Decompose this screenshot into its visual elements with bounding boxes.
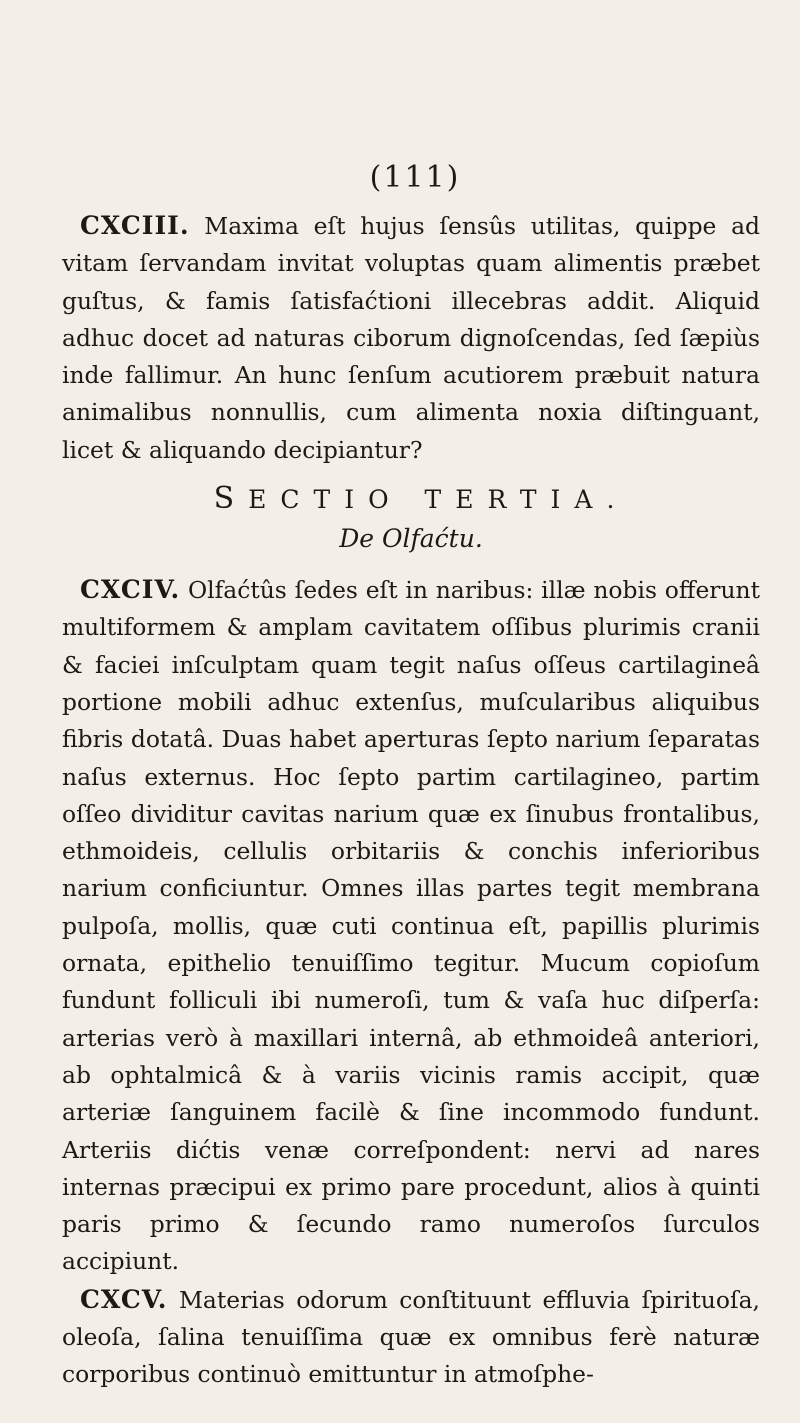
paragraph-number: CXCIII.: [80, 211, 190, 240]
paragraph-cxcv: [62, 1281, 760, 1394]
paragraph-text: Materias odorum conſtituunt effluvia ſpirituoſa, oleoſa, ſalina tenuiſſima quæ ex omnibus ferè naturæ corporibus continuò emittuntur in atmoſphe-: [62, 1285, 760, 1389]
section-title-rest: ECTIO TERTIA.: [248, 485, 629, 515]
page-number: (111): [369, 160, 461, 195]
paragraph-number: CXCIV.: [80, 575, 181, 605]
paragraph-number: CXCV.: [80, 1284, 168, 1314]
section-title: [62, 481, 760, 516]
paragraph-text: Olfaćtûs ſedes eſt in naribus: illæ nobis offerunt multiformem & amplam cavitatem oſſibus plurimis cranii & faciei inſculptam quam tegit naſus oſſeus cartilagineâ portione mobili adhuc extenſus, muſcularibus aliquibus fibris dotatâ. Duas habet aperturas ſepto narium ſeparatas naſus externus. Hoc ſepto partim cartilagineo, partim oſſeo dividitur cavitas narium quæ ex ſinubus frontalibus, ethmoideis, cellulis orbitariis & conchis inferioribus narium conficiuntur. Omnes illas partes tegit membrana pulpoſa, mollis, quæ cuti continua eſt, papillis plurimis ornata, epithelio tenuiſſimo tegitur. Mucum copioſum fundunt folliculi ibi numeroſi, tum & vaſa huc diſperſa: arterias verò à maxillari internâ, ab ethmoideâ anteriori, ab ophtalmicâ & à variis vicinis ramis accipit, quæ arteriæ ſanguinem facilè & ſine incommodo fundunt. Arteriis dićtis venæ correſpondent: nervi ad nares internas præcipui ex primo pare procedunt, alios à quinti paris primo & ſecundo ramo numeroſos ſurculos accipiunt.: [62, 576, 760, 1276]
paragraph-cxciii: [62, 207, 760, 469]
paragraph-text: Maxima eſt hujus ſensûs utilitas, quippe ad vitam ſervandam invitat voluptas quam alimentis præbet guſtus, & famis ſatisfaćtioni illecebras addit. Aliquid adhuc docet ad naturas ciborum dignoſcendas, ſed ſæpiùs inde fallimur. An hunc ſenſum acutiorem præbuit natura animalibus nonnullis, cum alimenta noxia diſtinguant, licet & aliquando decipiantur?: [62, 212, 760, 464]
subsection-title: De Olfaćtu.: [339, 524, 483, 554]
section-title-initial: S: [213, 481, 249, 517]
paragraph-cxciv: [62, 571, 760, 1281]
